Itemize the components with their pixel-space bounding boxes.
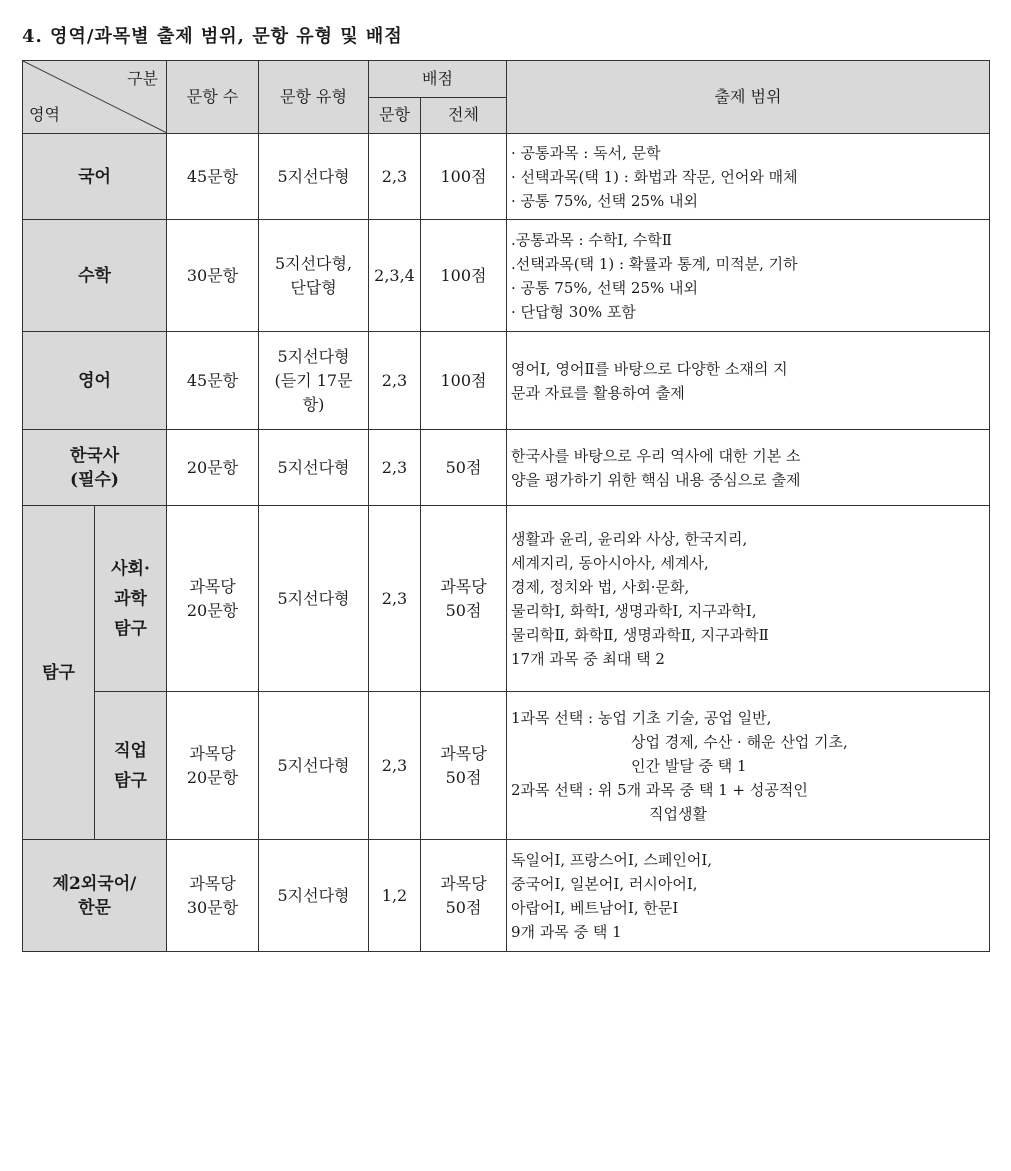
table-row-english: [23, 332, 990, 430]
type-foreign-language: 5지선다형: [259, 840, 369, 952]
count-korean: 45문항: [167, 134, 259, 220]
area-math: 수학: [23, 220, 167, 332]
score-total-math: 100점: [421, 220, 507, 332]
score-total-vocational: 과목당 50점: [421, 692, 507, 840]
scope-history: [507, 430, 990, 506]
scope-line: 아랍어Ⅰ, 베트남어Ⅰ, 한문Ⅰ: [511, 898, 679, 917]
score-item-foreign-language: 1,2: [369, 840, 421, 952]
table-row-foreign-language: [23, 840, 990, 952]
scope-line: · 단답형 30% 포함: [511, 302, 636, 321]
area-korean: 국어: [23, 134, 167, 220]
scope-line: · 공통 75%, 선택 25% 내외: [511, 278, 699, 297]
scope-line: 17개 과목 중 최대 택 2: [511, 649, 665, 668]
section-heading: 4. 영역/과목별 출제 범위, 문항 유형 및 배점: [22, 26, 403, 47]
area-history: 한국사 (필수): [23, 430, 167, 506]
scope-line: 생활과 윤리, 윤리와 사상, 한국지리,: [511, 529, 748, 548]
score-total-english: 100점: [421, 332, 507, 430]
scope-line: · 공통과목 : 독서, 문학: [511, 143, 661, 162]
area-inquiry: 탐구: [23, 506, 95, 840]
scope-line: · 선택과목(택 1) : 화법과 작문, 언어와 매체: [511, 167, 798, 186]
scope-line: 세계지리, 동아시아사, 세계사,: [511, 553, 709, 572]
table-row-math: [23, 220, 990, 332]
scope-vocational: [507, 692, 990, 840]
table-row-social-science: [23, 506, 990, 692]
scope-line: 물리학Ⅱ, 화학Ⅱ, 생명과학Ⅱ, 지구과학Ⅱ: [511, 625, 769, 644]
scope-math: [507, 220, 990, 332]
sub-area-vocational: 직업 탐구: [95, 692, 167, 840]
score-total-history: 50점: [421, 430, 507, 506]
count-math: 30문항: [167, 220, 259, 332]
header-score-item: 문항: [369, 97, 421, 134]
scope-line: 양을 평가하기 위한 핵심 내용 중심으로 출제: [511, 470, 801, 489]
header-score: 배점: [369, 61, 507, 98]
scope-line: 직업생활: [649, 804, 707, 823]
scope-english: [507, 332, 990, 430]
score-total-social-science: 과목당 50점: [421, 506, 507, 692]
scope-line: 경제, 정치와 법, 사회·문화,: [511, 577, 690, 596]
sub-area-social-science: 사회· 과학 탐구: [95, 506, 167, 692]
scope-line: 독일어Ⅰ, 프랑스어Ⅰ, 스페인어Ⅰ,: [511, 850, 713, 869]
table-row-history: [23, 430, 990, 506]
count-english: 45문항: [167, 332, 259, 430]
exam-scope-table: [22, 60, 990, 952]
count-vocational: 과목당 20문항: [167, 692, 259, 840]
type-math: 5지선다형, 단답형: [259, 220, 369, 332]
table-row-vocational: [23, 692, 990, 840]
score-item-english: 2,3: [369, 332, 421, 430]
scope-foreign-language: [507, 840, 990, 952]
type-english: 5지선다형 (듣기 17문 항): [259, 332, 369, 430]
header-scope: 출제 범위: [507, 61, 990, 134]
scope-line: 2과목 선택 : 위 5개 과목 중 택 1 + 성공적인: [511, 780, 808, 799]
scope-line: .공통과목 : 수학Ⅰ, 수학Ⅱ: [511, 230, 672, 249]
scope-line: .선택과목(택 1) : 확률과 통계, 미적분, 기하: [511, 254, 798, 273]
scope-line: 상업 경제, 수산 · 해운 산업 기초,: [631, 732, 848, 751]
score-item-vocational: 2,3: [369, 692, 421, 840]
score-total-korean: 100점: [421, 134, 507, 220]
scope-line: 한국사를 바탕으로 우리 역사에 대한 기본 소: [511, 446, 801, 465]
scope-korean: [507, 134, 990, 220]
header-corner-cell: [23, 61, 167, 134]
header-area: 영역: [29, 105, 60, 124]
scope-line: 1과목 선택 : 농업 기초 기술, 공업 일반,: [511, 708, 772, 727]
header-type: 문항 유형: [259, 61, 369, 134]
area-english: 영어: [23, 332, 167, 430]
count-foreign-language: 과목당 30문항: [167, 840, 259, 952]
score-item-social-science: 2,3: [369, 506, 421, 692]
header-score-total: 전체: [421, 97, 507, 134]
count-history: 20문항: [167, 430, 259, 506]
scope-line: 문과 자료를 활용하여 출제: [511, 383, 685, 402]
header-category: 구분: [127, 69, 158, 88]
table-row-korean: [23, 134, 990, 220]
count-social-science: 과목당 20문항: [167, 506, 259, 692]
area-foreign-language: 제2외국어/ 한문: [23, 840, 167, 952]
scope-line: 인간 발달 중 택 1: [631, 756, 747, 775]
score-total-foreign-language: 과목당 50점: [421, 840, 507, 952]
score-item-korean: 2,3: [369, 134, 421, 220]
scope-line: 중국어Ⅰ, 일본어Ⅰ, 러시아어Ⅰ,: [511, 874, 698, 893]
type-vocational: 5지선다형: [259, 692, 369, 840]
type-korean: 5지선다형: [259, 134, 369, 220]
scope-line: 물리학Ⅰ, 화학Ⅰ, 생명과학Ⅰ, 지구과학Ⅰ,: [511, 601, 757, 620]
scope-line: · 공통 75%, 선택 25% 내외: [511, 191, 699, 210]
score-item-history: 2,3: [369, 430, 421, 506]
scope-social-science: [507, 506, 990, 692]
type-social-science: 5지선다형: [259, 506, 369, 692]
scope-line: 9개 과목 중 택 1: [511, 922, 622, 941]
header-count: 문항 수: [167, 61, 259, 134]
scope-line: 영어Ⅰ, 영어Ⅱ를 바탕으로 다양한 소재의 지: [511, 359, 788, 378]
header-row-1: [23, 61, 990, 98]
type-history: 5지선다형: [259, 430, 369, 506]
score-item-math: 2,3,4: [369, 220, 421, 332]
